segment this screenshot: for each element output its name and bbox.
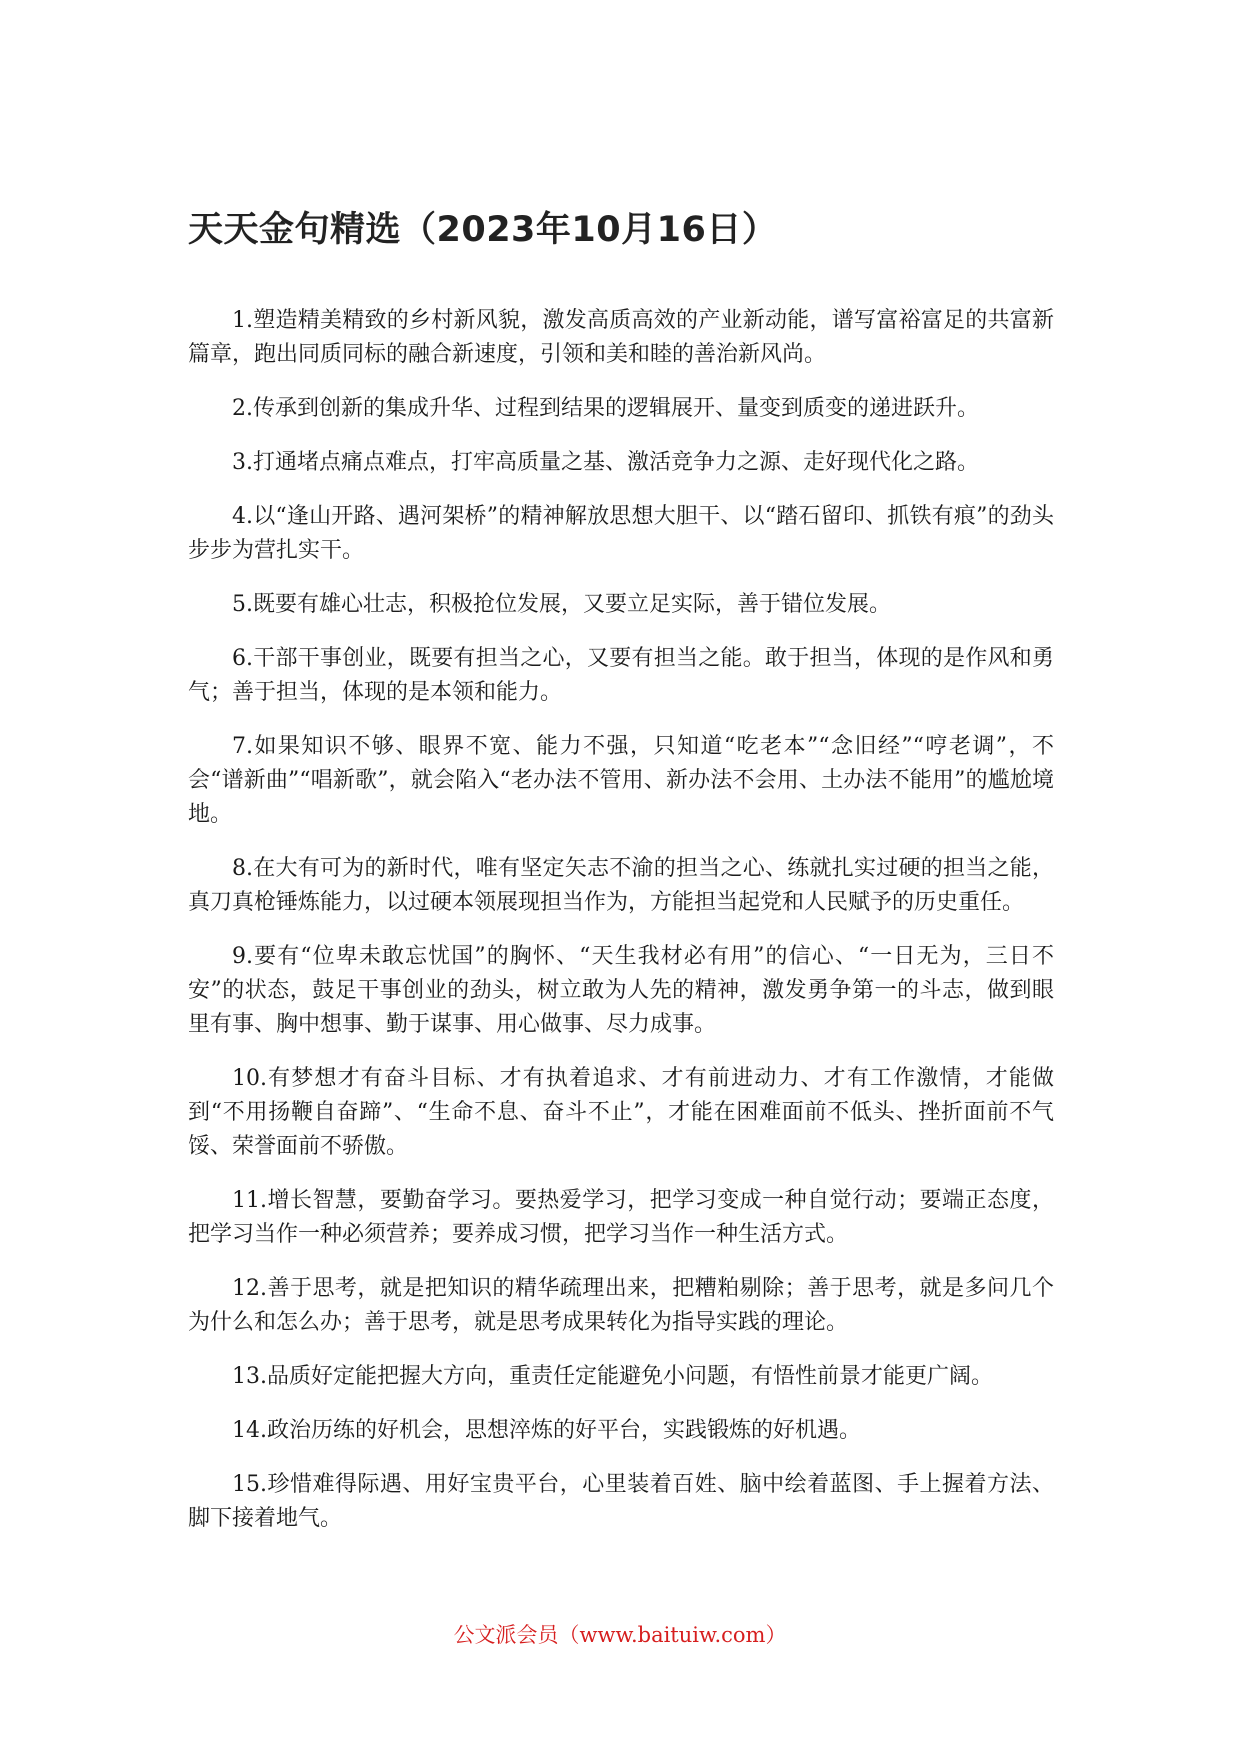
footer-watermark-link[interactable]: 公文派会员（www.baituiw.com） bbox=[453, 1623, 787, 1647]
paragraph-2: 2.传承到创新的集成升华、过程到结果的逻辑展开、量变到质变的递进跃升。 bbox=[232, 396, 979, 421]
paragraph-14: 14.政治历练的好机会，思想淬炼的好平台，实践锻炼的好机遇。 bbox=[232, 1418, 861, 1443]
paragraph-3: 3.打通堵点痛点难点，打牢高质量之基、激活竞争力之源、走好现代化之路。 bbox=[232, 450, 979, 475]
page-title: 天天金句精选（2023年10月16日） bbox=[188, 210, 778, 250]
paragraph-13: 13.品质好定能把握大方向，重责任定能避免小问题，有悟性前景才能更广阔。 bbox=[232, 1364, 993, 1389]
paragraph-1: 1.塑造精美精致的乡村新风貌，激发高质高效的产业新动能，谱写富裕富足的共富新篇章，跑出同质同标的融合新速度，引领和美和睦的善治新风尚。 bbox=[188, 308, 1054, 367]
paragraph-10: 10.有梦想才有奋斗目标、才有执着追求、才有前进动力、才有工作激情，才能做到“不用扬鞭自奋蹄”、“生命不息、奋斗不止”，才能在困难面前不低头、挫折面前不气馁、荣誉面前不骄傲。 bbox=[188, 1066, 1054, 1159]
paragraph-15: 15.珍惜难得际遇、用好宝贵平台，心里装着百姓、脑中绘着蓝图、手上握着方法、脚下接着地气。 bbox=[188, 1472, 1054, 1531]
paragraph-8: 8.在大有可为的新时代，唯有坚定矢志不渝的担当之心、练就扎实过硬的担当之能，真刀真枪锤炼能力，以过硬本领展现担当作为，方能担当起党和人民赋予的历史重任。 bbox=[188, 856, 1054, 915]
document-body bbox=[188, 304, 1054, 1556]
paragraph-7: 7.如果知识不够、眼界不宽、能力不强，只知道“吃老本”“念旧经”“哼老调”，不会“谱新曲”“唱新歌”，就会陷入“老办法不管用、新办法不会用、土办法不能用”的尴尬境地。 bbox=[188, 734, 1054, 827]
paragraph-11: 11.增长智慧，要勤奋学习。要热爱学习，把学习变成一种自觉行动；要端正态度，把学习当作一种必须营养；要养成习惯，把学习当作一种生活方式。 bbox=[188, 1188, 1054, 1247]
paragraph-9: 9.要有“位卑未敢忘忧国”的胸怀、“天生我材必有用”的信心、“一日无为，三日不安”的状态，鼓足干事创业的劲头，树立敢为人先的精神，激发勇争第一的斗志，做到眼里有事、胸中想事、勤于谋事、用心做事、尽力成事。 bbox=[188, 944, 1054, 1037]
paragraph-12: 12.善于思考，就是把知识的精华疏理出来，把糟粕剔除；善于思考，就是多问几个为什么和怎么办；善于思考，就是思考成果转化为指导实践的理论。 bbox=[188, 1276, 1054, 1335]
paragraph-4: 4.以“逢山开路、遇河架桥”的精神解放思想大胆干、以“踏石留印、抓铁有痕”的劲头步步为营扎实干。 bbox=[188, 504, 1054, 563]
paragraph-5: 5.既要有雄心壮志，积极抢位发展，又要立足实际，善于错位发展。 bbox=[232, 592, 891, 617]
paragraph-6: 6.干部干事创业，既要有担当之心，又要有担当之能。敢于担当，体现的是作风和勇气；善于担当，体现的是本领和能力。 bbox=[188, 646, 1054, 705]
